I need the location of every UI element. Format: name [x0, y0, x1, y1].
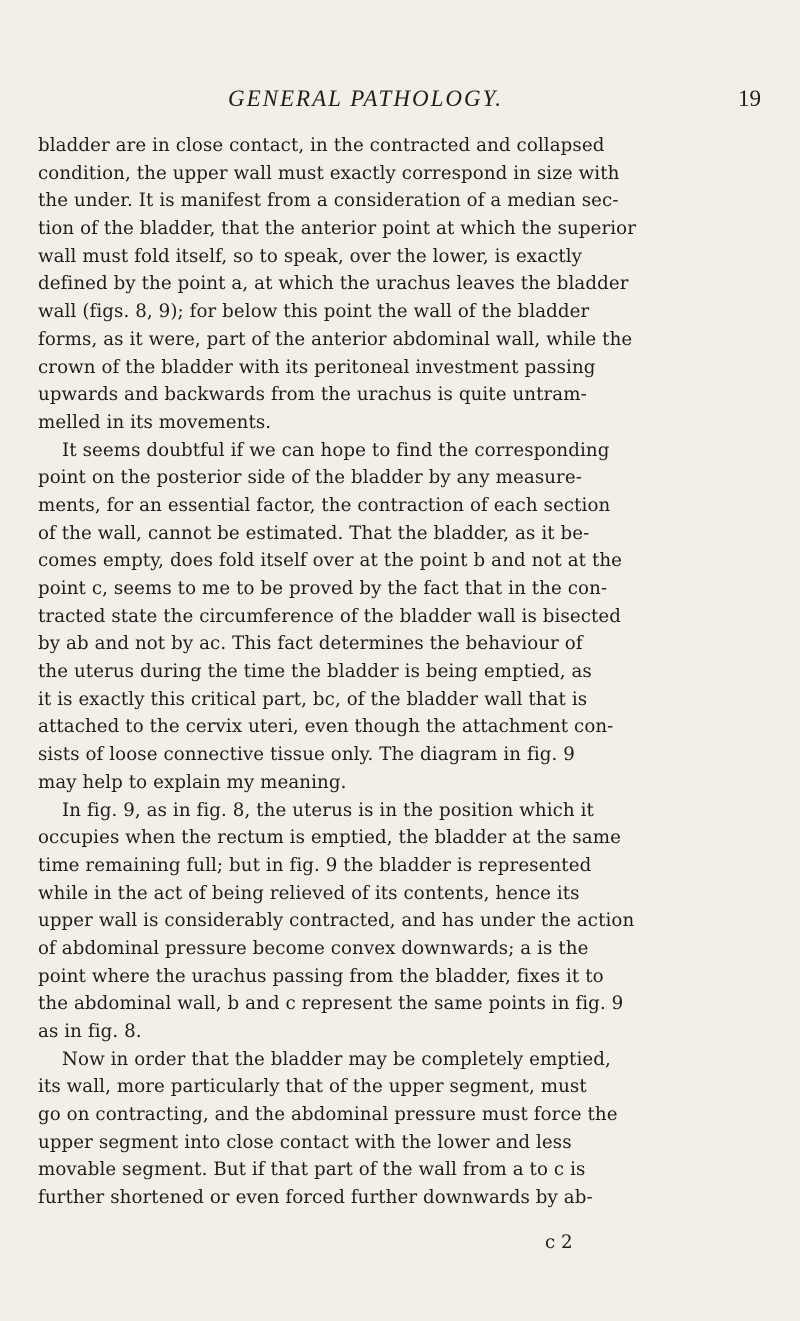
page-header	[38, 86, 790, 118]
text-line: bladder are in close contact, in the contracted and collapsed	[38, 135, 605, 156]
text-line: condition, the upper wall must exactly correspond in size with	[38, 162, 620, 184]
text-line: by ab and not by ac. This fact determines the behaviour of	[38, 633, 583, 655]
text-line: wall must fold itself, so to speak, over the lower, is exactly	[38, 245, 583, 267]
text-line: of the wall, cannot be estimated. That the bladder, as it be-	[38, 522, 590, 544]
text-line: movable segment. But if that part of the wall from a to c is	[38, 1159, 586, 1181]
text-line: tion of the bladder, that the anterior point at which the superior	[38, 218, 636, 240]
text-line: melled in its movements.	[38, 411, 272, 433]
text-line: upwards and backwards from the urachus is quite untram-	[38, 384, 587, 406]
text-line: the abdominal wall, b and c represent the same points in fig. 9	[38, 993, 624, 1015]
text-line: crown of the bladder with its peritoneal investment passing	[38, 356, 596, 378]
text-line: as in fig. 8.	[38, 1021, 142, 1042]
text-line: of abdominal pressure become convex downwards; a is the	[38, 937, 589, 959]
text-line: may help to explain my meaning.	[38, 771, 347, 793]
body-text	[38, 132, 754, 1212]
text-line: point c, seems to me to be proved by the fact that in the con-	[38, 578, 608, 599]
text-line: it is exactly this critical part, bc, of the bladder wall that is	[38, 688, 588, 710]
text-line: go on contracting, and the abdominal pressure must force the	[38, 1104, 618, 1126]
text-line: sists of loose connective tissue only. The diagram in fig. 9	[38, 744, 575, 766]
text-line: occupies when the rectum is emptied, the bladder at the same	[38, 827, 621, 849]
page-number: 19	[738, 86, 761, 111]
text-line: point on the posterior side of the bladder by any measure-	[38, 467, 582, 489]
text-line: It seems doubtful if we can hope to find the corresponding	[62, 439, 610, 461]
text-line: In fig. 9, as in fig. 8, the uterus is in the position which it	[62, 799, 594, 821]
text-line: tracted state the circumference of the bladder wall is bisected	[38, 605, 622, 627]
text-line: ments, for an essential factor, the contraction of each section	[38, 494, 611, 516]
text-line: time remaining full; but in fig. 9 the bladder is represented	[38, 854, 592, 876]
signature-mark: c 2	[545, 1232, 573, 1253]
text-line: further shortened or even forced further downwards by ab-	[38, 1187, 593, 1209]
text-line: its wall, more particularly that of the upper segment, must	[38, 1076, 587, 1098]
text-line: while in the act of being relieved of its contents, hence its	[38, 882, 580, 904]
text-line: point where the urachus passing from the bladder, fixes it to	[38, 965, 604, 987]
text-line: upper segment into close contact with the lower and less	[38, 1131, 572, 1153]
text-line: Now in order that the bladder may be completely emptied,	[62, 1048, 611, 1070]
text-line: attached to the cervix uteri, even though the attachment con-	[38, 716, 614, 738]
text-line: upper wall is considerably contracted, and has under the action	[38, 910, 635, 932]
text-line: the under. It is manifest from a consideration of a median sec-	[38, 190, 619, 212]
text-line: wall (figs. 8, 9); for below this point the wall of the bladder	[38, 301, 590, 323]
text-line: defined by the point a, at which the urachus leaves the bladder	[38, 273, 629, 295]
running-title: GENERAL PATHOLOGY.	[228, 86, 504, 111]
text-line: the uterus during the time the bladder is being emptied, as	[38, 661, 592, 683]
text-line: comes empty, does fold itself over at the point b and not at the	[38, 550, 623, 572]
text-line: forms, as it were, part of the anterior abdominal wall, while the	[38, 328, 633, 350]
